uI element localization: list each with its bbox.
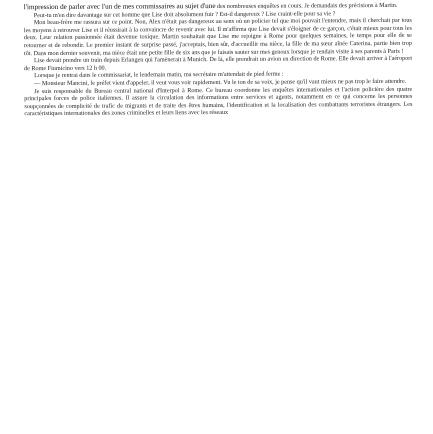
paragraph-interpol: Je suis responsable du Bureau central national d'Interpol à Rome. Ce bureau coordonne les enquêtes internationales et l'action policière des quatre principales forces de police italiennes. Il assure la circulation des informations entre services et agents, notamment en ce qui concerne les personnes soupçonnées de complicité de trafic de migrants et de traite des êtres humains, l'identification et la localisation des combattants terroristes étrangers. Les caractéristiques internationales des zones criminelles et leurs liens avec les réseaux (24, 85, 413, 118)
opening-top-line: l'impression de parler avec l'un de mes commissaires au sujet d'une (23, 2, 216, 12)
paragraph-dialogue: — Monsieur Mancini, le préfet vient d'appeler, il veut vous voir rapidement. Vu le ton de sa voix, je pense qu'il vaut mieux ne pas trop le faire attendre. (34, 77, 407, 88)
paragraph-question: Peut-tu m'en dire davantage sur cet homme que Lise doit absolument fuir ? Est-il dangereux ? Lise craint-elle pour sa vie ? (33, 9, 336, 19)
opening-continuation: des nombreuses enquêtes en cours. Je demandais des précisions à Martin. (216, 1, 398, 10)
paragraph-travel: Lise devait prendre un train depuis Erlangen qui l'amènerait à Munich. De là, elle prendrait un avion en direction de Rome. Elle devait arriver à l'aéroport de Rome Fiumicino vers 12 h 00. (24, 54, 413, 72)
paragraph-commissariat: Lorsque je rentrai dans le commissariat, le lendemain matin, ma secrétaire m'attendait de pied ferme : (34, 70, 284, 80)
paragraph-reassurance: Mon beau-frère me rassura sur ce point. Non, Alex n'était pas dangereux au sens où un policier tel que moi pouvait l'entendre, mais il cherchait par tous les moyens à retrouver Lise et il réussirait à la convaincre de revenir avec lui. Il m'affirma que Lise devait s'éloigner de ce garçon, c'était mieux pour tous les deux. Leur relation passionnée était devenue toxique. Martin souhaitait que Lise me rejoigne à Rome pour quelques semaines, le temps pour elle de se retourner et de rebondir. Le premier instant de surprise passé, j'acceptais, bien sûr, d'accueillir ma nièce, la fille de ma sœur aînée Caterina, partie bien trop tôt. Dans mon dernier souvenir, ma nièce était une petite fille de six ans que je faisais sauter sur mes genoux lorsque je rendais visite à ses parents à Paris ! (23, 16, 412, 57)
text-column (24, 1, 413, 118)
